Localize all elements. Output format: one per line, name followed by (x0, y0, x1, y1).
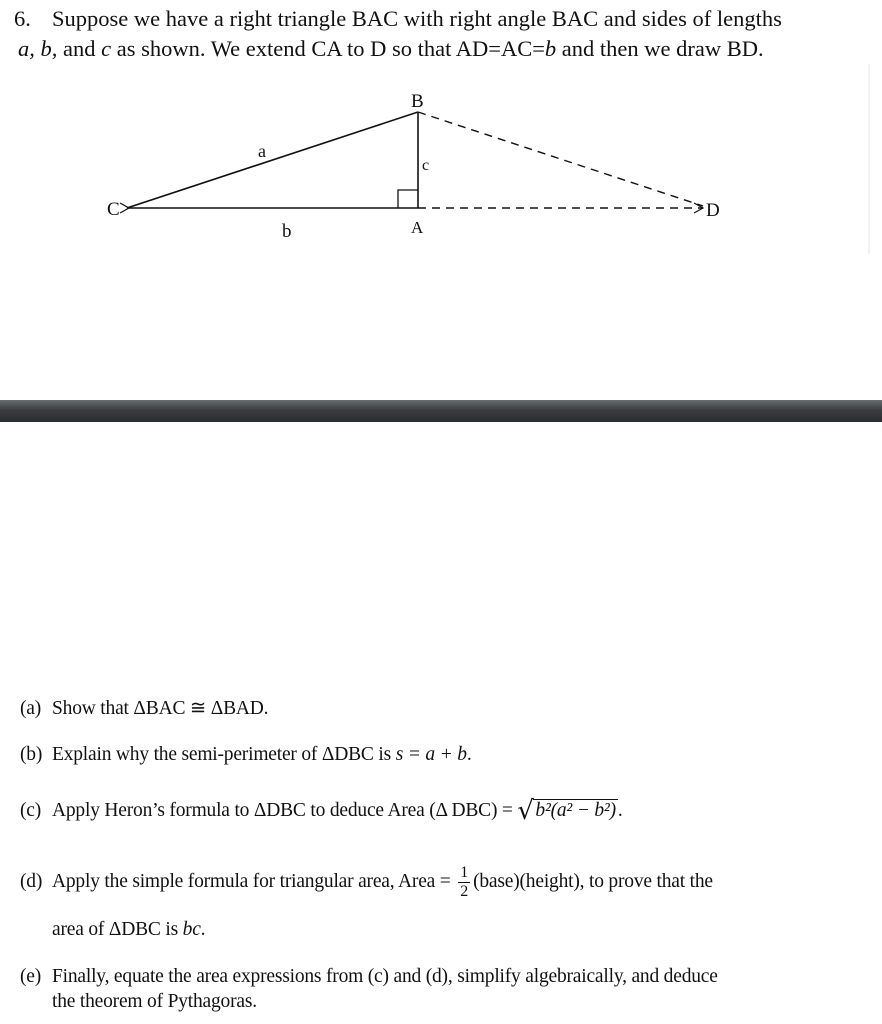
label-side-a: a (258, 141, 266, 161)
part-d-line-2-end: . (200, 919, 206, 940)
part-c-text: Apply Heron’s formula to ΔDBC to deduce Area (Δ DBC) = (52, 800, 518, 821)
part-d-text-2: (base)(height), to prove that the (473, 870, 713, 892)
label-side-b: b (282, 221, 292, 242)
part-c-label: (c) (20, 800, 42, 821)
var-b: b (544, 36, 557, 61)
part-a-text: Show that ΔBAC ≅ ΔBAD. (52, 698, 269, 719)
part-e-line-2 (52, 991, 257, 1013)
part-d (20, 864, 713, 901)
part-b (20, 744, 472, 766)
part-d-line-2 (52, 919, 205, 941)
part-d-var-bc: bc (182, 919, 201, 940)
radicand: b²(a² − b²) (535, 800, 616, 821)
vars-ab: a, b, (18, 36, 58, 61)
part-c (20, 796, 623, 826)
part-d-label: (d) (20, 870, 43, 892)
fraction-numerator: 1 (460, 864, 469, 881)
part-a-label: (a) (20, 698, 42, 719)
part-d-text: Apply the simple formula for triangular area, Area = (52, 870, 456, 892)
problem-line-1-text: Suppose we have a right triangle BAC with right angle BAC and sides of lengths (52, 6, 782, 31)
label-side-c: c (422, 157, 430, 174)
part-d-line-2-text: area of ΔDBC is (52, 919, 183, 940)
problem-line-2-text: as shown. We extend CA to D so that AD=AC= (116, 36, 545, 61)
label-d-vertex: D (706, 200, 720, 221)
label-b-vertex: B (411, 91, 424, 112)
radical-sign: √ (517, 796, 534, 826)
and-word: and (63, 36, 96, 61)
problem-number: 6. (14, 6, 31, 31)
var-c: c (101, 36, 112, 61)
label-a-vertex: A (411, 218, 424, 237)
label-c-vertex: C (107, 199, 120, 220)
problem-line-2-end: and then we draw BD. (561, 36, 764, 61)
fraction-one-half (458, 864, 470, 901)
part-e-text: Finally, equate the area expressions from (c) and (d), simplify algebraically, and deduce (52, 966, 718, 987)
fraction-denominator: 2 (460, 883, 469, 900)
part-b-formula: s = a + b (395, 744, 467, 765)
sqrt-expression (517, 796, 618, 826)
part-a (20, 696, 268, 720)
part-e-line-2-text: the theorem of Pythagoras. (52, 991, 257, 1012)
part-e-label: (e) (20, 966, 42, 987)
part-c-end: . (617, 800, 623, 821)
part-b-label: (b) (20, 744, 43, 765)
part-e (20, 966, 718, 988)
part-b-end: . (466, 744, 472, 765)
part-b-text: Explain why the semi-perimeter of ΔDBC is (52, 744, 396, 765)
